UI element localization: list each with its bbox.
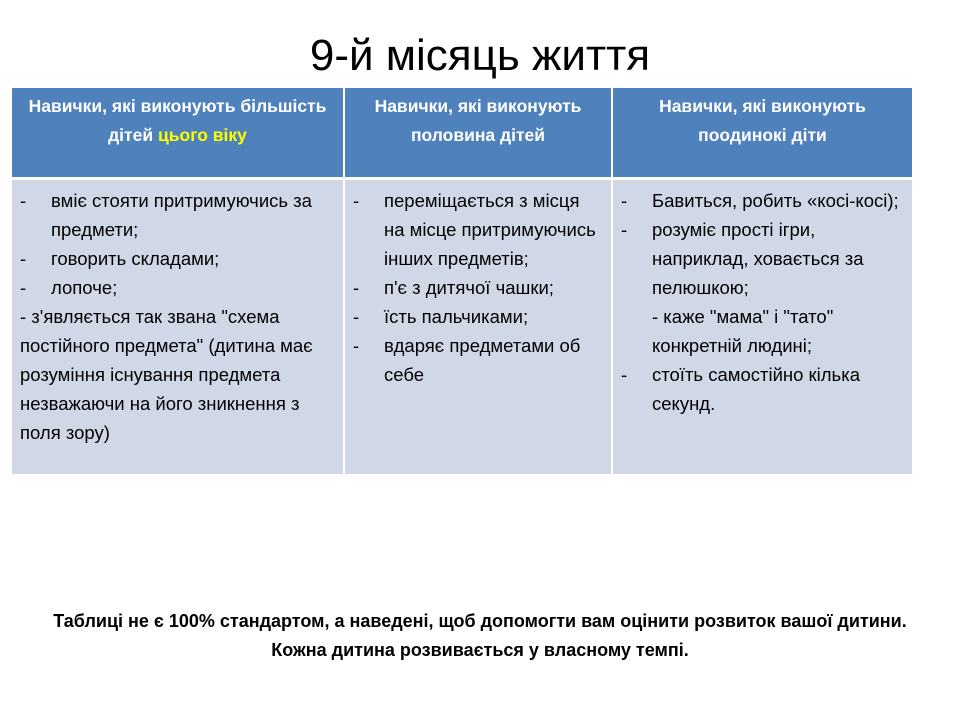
dash-marker: - xyxy=(353,334,360,356)
dash-marker: - xyxy=(353,189,360,211)
dash-marker: - xyxy=(20,189,27,211)
dash-marker: - xyxy=(20,276,27,298)
list-item xyxy=(353,331,603,389)
skill-list xyxy=(621,186,904,418)
list-item-text: їсть пальчиками; xyxy=(384,305,529,327)
header-half-children xyxy=(344,88,612,178)
list-item-text: Бавиться, робить «косі-косі); xyxy=(652,189,899,211)
dash-marker: - xyxy=(20,247,27,269)
skill-list xyxy=(353,186,603,389)
header-text: Навички, які виконують більшість дітей xyxy=(28,96,327,145)
list-item-text: - з'являється так звана "схема постійного предмета" (дитина має розуміння існування предмета незважаючи на його зникнення з поля зору) xyxy=(20,305,313,443)
dash-marker: - xyxy=(621,218,628,240)
list-item xyxy=(20,302,335,447)
header-text: Навички, які виконують половина дітей xyxy=(374,96,582,145)
list-item xyxy=(621,360,904,418)
footnote: Таблиці не є 100% стандартом, а наведені, щоб допомогти вам оцінити розвиток вашої дитини. Кожна дитина розвивається у власному темпі. xyxy=(53,611,907,660)
header-few-children xyxy=(612,88,912,178)
header-highlight: цього віку xyxy=(157,125,247,145)
list-item-text: - каже "мама" і "тато" конкретній людині; xyxy=(652,305,834,356)
cell-half-children xyxy=(344,178,612,474)
table-body-row xyxy=(12,178,912,474)
header-text: Навички, які виконують поодинокі діти xyxy=(659,96,866,145)
list-item-text: говорить складами; xyxy=(51,247,220,269)
dash-marker: - xyxy=(353,276,360,298)
list-item-text: п'є з дитячої чашки; xyxy=(384,276,554,298)
dash-marker: - xyxy=(353,305,360,327)
list-item xyxy=(353,302,603,331)
dash-marker: - xyxy=(621,189,628,211)
list-item-text: стоїть самостійно кілька секунд. xyxy=(652,363,860,414)
list-item xyxy=(621,215,904,302)
list-item xyxy=(20,186,335,244)
list-item xyxy=(353,186,603,273)
list-item-text: лопоче; xyxy=(51,276,118,298)
list-item-text: переміщається з місця на місце притримуючись інших предметів; xyxy=(384,189,596,269)
list-item xyxy=(20,273,335,302)
list-item-text: розуміє прості ігри, наприклад, ховається за пелюшкою; xyxy=(652,218,864,298)
list-item-text: вдаряє предметами об себе xyxy=(384,334,581,385)
development-table xyxy=(12,88,912,474)
list-item xyxy=(621,186,904,215)
list-item xyxy=(353,273,603,302)
cell-few-children xyxy=(612,178,912,474)
list-item xyxy=(20,244,335,273)
table-header-row xyxy=(12,88,912,178)
skill-list xyxy=(20,186,335,447)
cell-most-children xyxy=(12,178,344,474)
slide-title: 9-й місяць життя xyxy=(309,31,651,80)
header-most-children xyxy=(12,88,344,178)
list-item xyxy=(621,302,904,360)
list-item-text: вміє стояти притримуючись за предмети; xyxy=(51,189,312,240)
dash-marker: - xyxy=(621,363,628,385)
